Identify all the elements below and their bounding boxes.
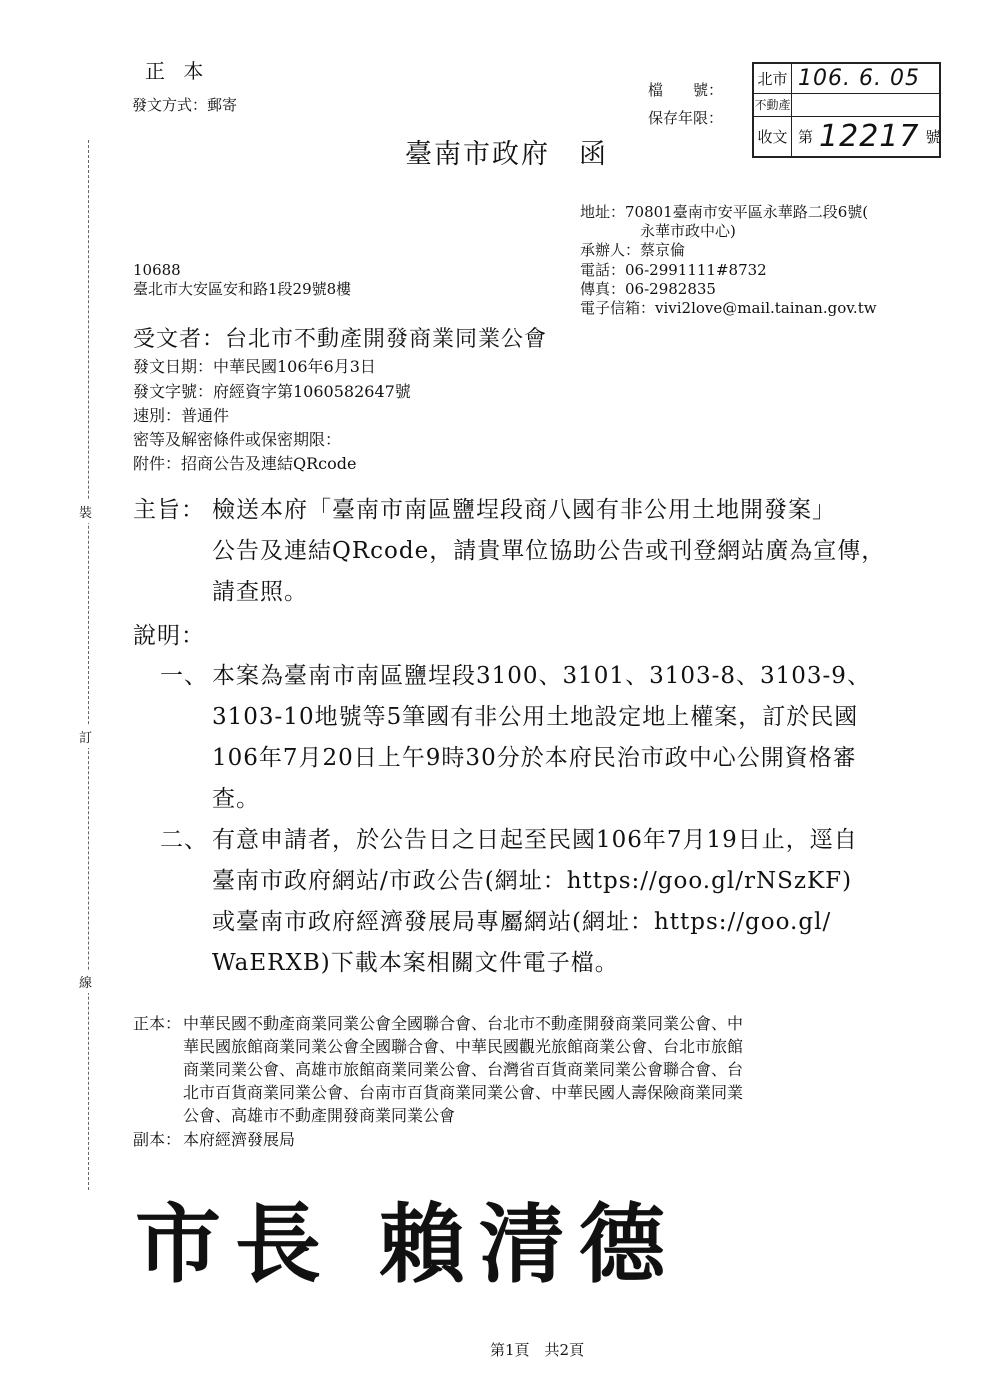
original-distribution-line: 中華民國不動產商業同業公會全國聯合會、台北市不動產開發商業同業公會、中	[183, 1014, 744, 1033]
attachment: 附件：招商公告及連結QRcode	[133, 454, 357, 473]
subject-label: 主旨：	[133, 497, 205, 523]
item-2-line-2: 臺南市政府網站/市政公告(網址：https://goo.gl/rNSzKF)	[212, 868, 853, 894]
stamp-org-mid: 不動產	[754, 94, 792, 116]
binding-mark-xian: 線	[79, 970, 92, 993]
recipient: 受文者：台北市不動產開發商業同業公會	[133, 327, 548, 352]
stamp-org-bottom: 收文	[754, 117, 792, 156]
original-distribution-line: 商業同業公會、高雄市旅館商業同業公會、台灣省百貨商業同業公會聯合會、台	[183, 1060, 744, 1079]
retention-label: 保存年限：	[648, 109, 724, 127]
sender-address-cont: 永華市政中心)	[640, 222, 736, 240]
stamp-number-suffix: 號	[925, 127, 941, 146]
stamp-number-prefix: 第	[798, 127, 814, 146]
copy-distribution-label: 副本：	[133, 1130, 182, 1149]
stamp-blank	[792, 94, 940, 116]
binding-line	[88, 140, 89, 1190]
copy-distribution: 本府經濟發展局	[183, 1130, 296, 1149]
page-number: 第1頁 共2頁	[490, 1341, 585, 1359]
copy-type: 正 本	[145, 59, 210, 83]
document-number: 發文字號：府經資字第1060582647號	[133, 382, 411, 401]
item-2-line-4: WaERXB)下載本案相關文件電子檔。	[212, 950, 619, 976]
issue-date: 發文日期：中華民國106年6月3日	[133, 357, 376, 376]
sender-fax: 傳真：06-2982835	[580, 280, 716, 298]
secrecy-level: 密等及解密條件或保密期限：	[133, 430, 342, 449]
send-method: 發文方式：郵寄	[132, 96, 238, 114]
subject-line-3: 請查照。	[212, 579, 308, 605]
item-1-line-4: 查。	[212, 786, 260, 812]
item-2-marker: 二、	[160, 827, 208, 853]
stamp-date-value: 106. 6. 05	[798, 66, 920, 92]
stamp-org-top: 北市	[754, 64, 792, 94]
receipt-stamp	[752, 62, 941, 158]
binding-mark-ding: 訂	[79, 725, 92, 748]
item-1-line-1: 本案為臺南市南區鹽埕段3100、3101、3103-8、3103-9、	[212, 663, 871, 689]
stamp-number-cell	[792, 117, 940, 156]
speed-class: 速別：普通件	[133, 406, 230, 425]
original-distribution-label: 正本：	[133, 1014, 182, 1033]
recipient-address: 臺北市大安區安和路1段29號8樓	[133, 280, 352, 298]
sender-phone: 電話：06-2991111#8732	[580, 261, 767, 279]
sender-email: 電子信箱：vivi2love@mail.tainan.gov.tw	[580, 299, 877, 317]
explanation-label: 說明：	[133, 623, 205, 649]
document-title: 臺南市政府 函	[405, 139, 608, 170]
stamp-date	[792, 64, 940, 94]
file-number-label: 檔 號：	[648, 81, 724, 99]
original-distribution-line: 北市百貨商業同業公會、台南市百貨商業同業公會、中華民國人壽保險商業同業	[183, 1083, 744, 1102]
item-2-line-3: 或臺南市政府經濟發展局專屬網站(網址：https://goo.gl/	[212, 909, 832, 935]
item-1-marker: 一、	[160, 663, 208, 689]
item-2-line-1: 有意申請者，於公告日之日起至民國106年7月19日止，逕自	[212, 827, 858, 853]
original-distribution-line: 公會、高雄市不動產開發商業同業公會	[183, 1106, 456, 1125]
item-1-line-2: 3103-10地號等5筆國有非公用土地設定地上權案，訂於民國	[212, 704, 859, 730]
stamp-number: 12217	[819, 118, 920, 154]
original-distribution-line: 華民國旅館商業同業公會全國聯合會、中華民國觀光旅館商業公會、台北市旅館	[183, 1037, 744, 1056]
subject-line-1: 檢送本府「臺南市南區鹽埕段商八國有非公用土地開發案」	[212, 497, 836, 523]
binding-mark-zhuang: 裝	[79, 500, 92, 523]
sender-address: 地址：70801臺南市安平區永華路二段6號(	[580, 203, 869, 221]
mayor-signature: 市長 賴清德	[135, 1194, 679, 1295]
contact-person: 承辦人：蔡京倫	[580, 241, 686, 259]
subject-line-2: 公告及連結QRcode，請貴單位協助公告或刊登網站廣為宣傳，	[212, 538, 886, 564]
item-1-line-3: 106年7月20日上午9時30分於本府民治市政中心公開資格審	[212, 745, 857, 771]
recipient-postal-code: 10688	[133, 261, 181, 279]
